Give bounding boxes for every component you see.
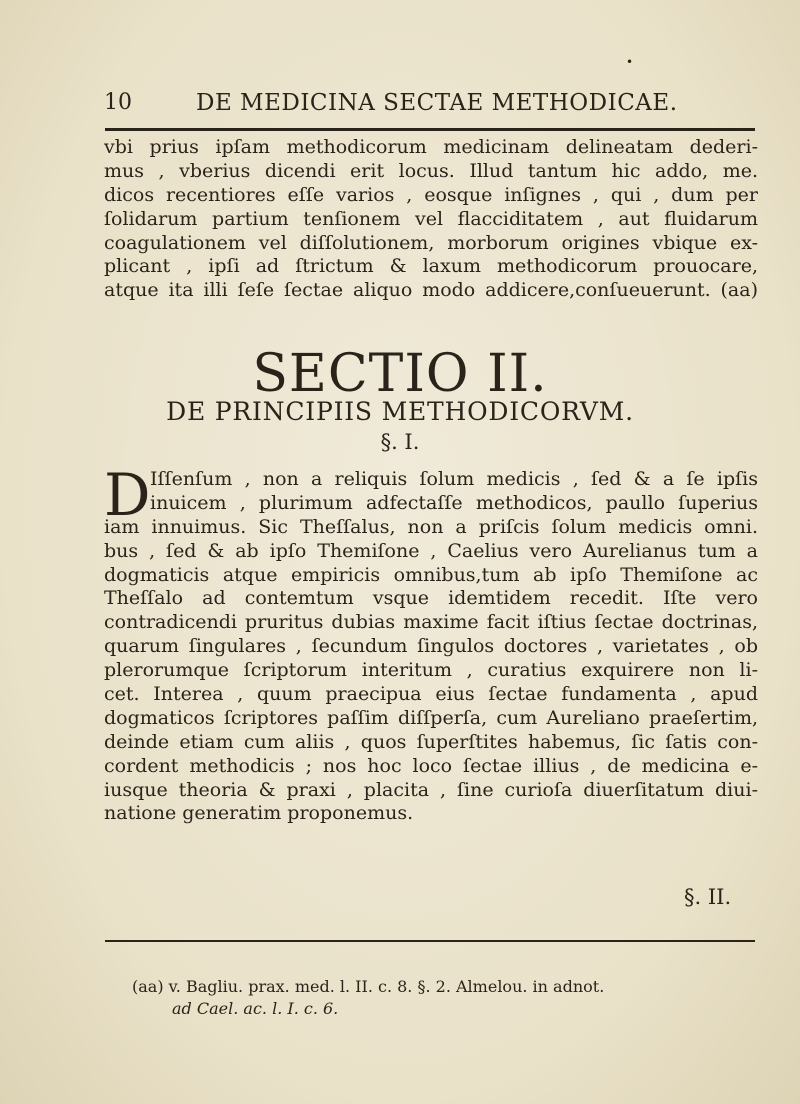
text-line: cordent methodicis ; nos hoc loco ſectae illius , de medicina e- <box>104 754 758 777</box>
section-subtitle: DE PRINCIPIIS METHODICORVM. <box>166 397 634 426</box>
text-line: dogmaticos ſcriptores paſſim diſſperſa, cum Aureliano praeſertim, <box>104 706 758 729</box>
ink-speck: • <box>626 55 634 69</box>
header-rule <box>105 128 755 131</box>
text-line: Iſſenſum , non a reliquis ſolum medicis , ſed & a ſe ipſis <box>150 468 758 490</box>
text-line: ſolidarum partium tenſionem vel flacciditatem , aut fluidarum <box>104 207 758 230</box>
text-line: plicant , ipſi ad ſtrictum & laxum methodicorum prouocare, <box>104 255 758 278</box>
next-section-catchword: §. II. <box>684 885 732 909</box>
footnote-rule <box>105 940 755 942</box>
footnote-line: ad Cael. ac. l. I. c. 6. <box>172 999 339 1018</box>
drop-cap: D <box>104 461 151 529</box>
text-line: dogmaticis atque empiricis omnibus,tum ab ipſo Themiſone ac <box>104 563 758 586</box>
text-line: Theſſalo ad contemtum vsque idemtidem recedit. Iſte vero <box>104 587 758 610</box>
page-header <box>104 90 754 120</box>
footnote <box>132 976 752 1020</box>
running-head: DE MEDICINA SECTAE METHODICAE. <box>196 90 678 116</box>
text-line: bus , ſed & ab ipſo Themiſone , Caelius vero Aurelianus tum a <box>104 539 758 562</box>
section-title: SECTIO II. <box>252 344 548 404</box>
main-paragraph <box>104 461 758 826</box>
text-line: inuicem , plurimum adfectaſſe methodicos, paullo ſuperius <box>150 491 758 514</box>
page-number: 10 <box>104 90 132 115</box>
text-line: atque ita illi ſeſe ſectae aliquo modo addicere,conſueuerunt. (aa) <box>104 279 758 302</box>
text-line: mus , vberius dicendi erit locus. Illud tantum hic addo, me. <box>104 159 758 182</box>
text-line: dicos recentiores eſſe varios , eosque inſignes , qui , dum per <box>104 183 758 206</box>
intro-paragraph <box>104 136 758 303</box>
text-line: contradicendi pruritus dubias maxime facit iſtius ſectae doctrinas, <box>104 611 758 634</box>
text-line: plerorumque ſcriptorum interitum , curatius exquirere non li- <box>104 659 758 682</box>
text-line: iusque theoria & praxi , placita , ſine curioſa diuerſitatum diui- <box>104 778 758 801</box>
text-line: coagulationem vel diſſolutionem, morborum origines vbique ex- <box>104 231 758 254</box>
text-line: quarum ſingulares , ſecundum ſingulos doctores , varietates , ob <box>104 635 758 658</box>
text-line: iam innuimus. Sic Theſſalus, non a priſcis ſolum medicis omni. <box>104 515 758 538</box>
footnote-line: (aa) v. Bagliu. prax. med. l. II. c. 8. §. 2. Almelou. in adnot. <box>132 977 605 996</box>
text-line: vbi prius ipſam methodicorum medicinam delineatam dederi- <box>104 136 758 158</box>
text-line: natione generatim proponemus. <box>104 802 414 825</box>
text-line: deinde etiam cum aliis , quos ſuperſtites habemus, ſic ſatis con- <box>104 730 758 753</box>
paragraph-mark: §. I. <box>380 430 420 454</box>
text-line: cet. Interea , quum praecipua eius ſectae fundamenta , apud <box>104 683 758 706</box>
